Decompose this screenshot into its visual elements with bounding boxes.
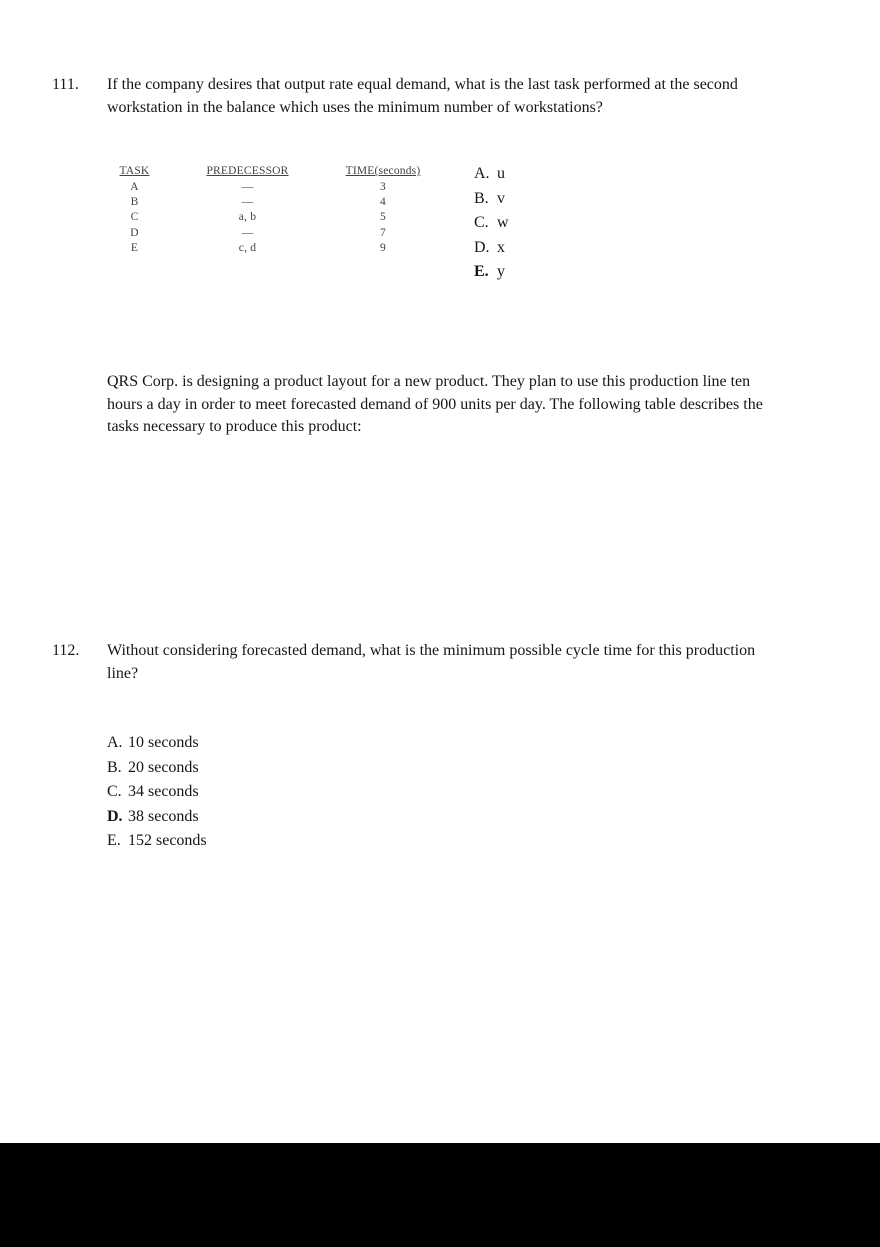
task-table-cell: A — [130, 181, 139, 193]
task-table-header-task: TASK — [119, 165, 150, 177]
question-112-line-1: Without considering forecasted demand, what is the minimum possible cycle time for this production — [107, 642, 756, 659]
option-112-b — [107, 756, 207, 781]
task-table-cell: C — [130, 211, 139, 224]
task-table-cell: a, b — [238, 211, 257, 224]
option-label: A. — [474, 165, 490, 182]
option-111-e-answer — [474, 260, 509, 285]
task-table-cell: 4 — [380, 196, 386, 209]
task-table-cell: E — [130, 241, 139, 254]
option-text: 34 seconds — [128, 783, 199, 801]
option-label: B. — [474, 189, 489, 207]
bottom-black-bar — [0, 1143, 880, 1247]
option-label-bold: E. — [474, 263, 489, 281]
question-111-number: 111. — [52, 76, 79, 93]
task-table-cell: — — [241, 196, 254, 209]
question-111-line-2: workstation in the balance which uses the minimum number of workstations? — [107, 98, 603, 116]
question-112-number: 112. — [52, 642, 80, 659]
context-paragraph-line-2: hours a day in order to meet forecasted demand of 900 units per day. The following table describes the — [107, 395, 763, 413]
context-paragraph — [107, 371, 763, 439]
option-label: C. — [107, 783, 122, 801]
question-111-line-1: If the company desires that output rate equal demand, what is the last task performed at the second — [107, 76, 738, 93]
option-text: y — [497, 263, 505, 281]
task-table-cell: B — [130, 196, 139, 209]
question-112-text — [107, 640, 755, 685]
option-112-a — [107, 731, 207, 756]
option-label: B. — [107, 758, 122, 776]
context-paragraph-line-1: QRS Corp. is designing a product layout for a new product. They plan to use this production line ten — [107, 373, 751, 390]
task-table — [107, 162, 433, 256]
option-text: 20 seconds — [128, 758, 199, 776]
option-label: D. — [474, 238, 490, 256]
question-111-text — [107, 74, 738, 119]
task-table-cell: 7 — [380, 226, 386, 239]
option-text: x — [497, 238, 505, 256]
option-text: 152 seconds — [128, 832, 207, 850]
option-111-d — [474, 236, 509, 261]
option-label: C. — [474, 214, 489, 232]
option-text: 38 seconds — [128, 807, 199, 825]
context-paragraph-line-3: tasks necessary to produce this product: — [107, 418, 362, 435]
option-112-c — [107, 780, 207, 805]
option-label-bold: D. — [107, 807, 123, 825]
option-text: v — [497, 189, 505, 207]
question-111-options — [474, 162, 509, 285]
option-112-e — [107, 829, 207, 854]
question-112-line-2: line? — [107, 664, 139, 682]
option-112-d-answer — [107, 805, 207, 830]
question-112-options — [107, 731, 207, 854]
task-table-cell: D — [130, 226, 139, 239]
task-table-cell: c, d — [238, 241, 257, 254]
option-111-c — [474, 211, 509, 236]
option-text: 10 seconds — [128, 734, 199, 751]
option-text: w — [497, 214, 509, 232]
task-table-header-predecessor: PREDECESSOR — [206, 165, 289, 177]
task-table-cell: 5 — [380, 211, 386, 224]
task-table-cell: 9 — [380, 241, 386, 254]
option-label: E. — [107, 832, 121, 850]
option-text: u — [497, 165, 505, 182]
option-label: A. — [107, 734, 123, 751]
task-table-cell: — — [241, 226, 254, 239]
task-table-cell: 3 — [380, 181, 386, 193]
task-table-header-time: TIME(seconds) — [345, 165, 421, 177]
option-111-b — [474, 187, 509, 212]
option-111-a — [474, 162, 509, 187]
task-table-cell: — — [241, 181, 254, 193]
